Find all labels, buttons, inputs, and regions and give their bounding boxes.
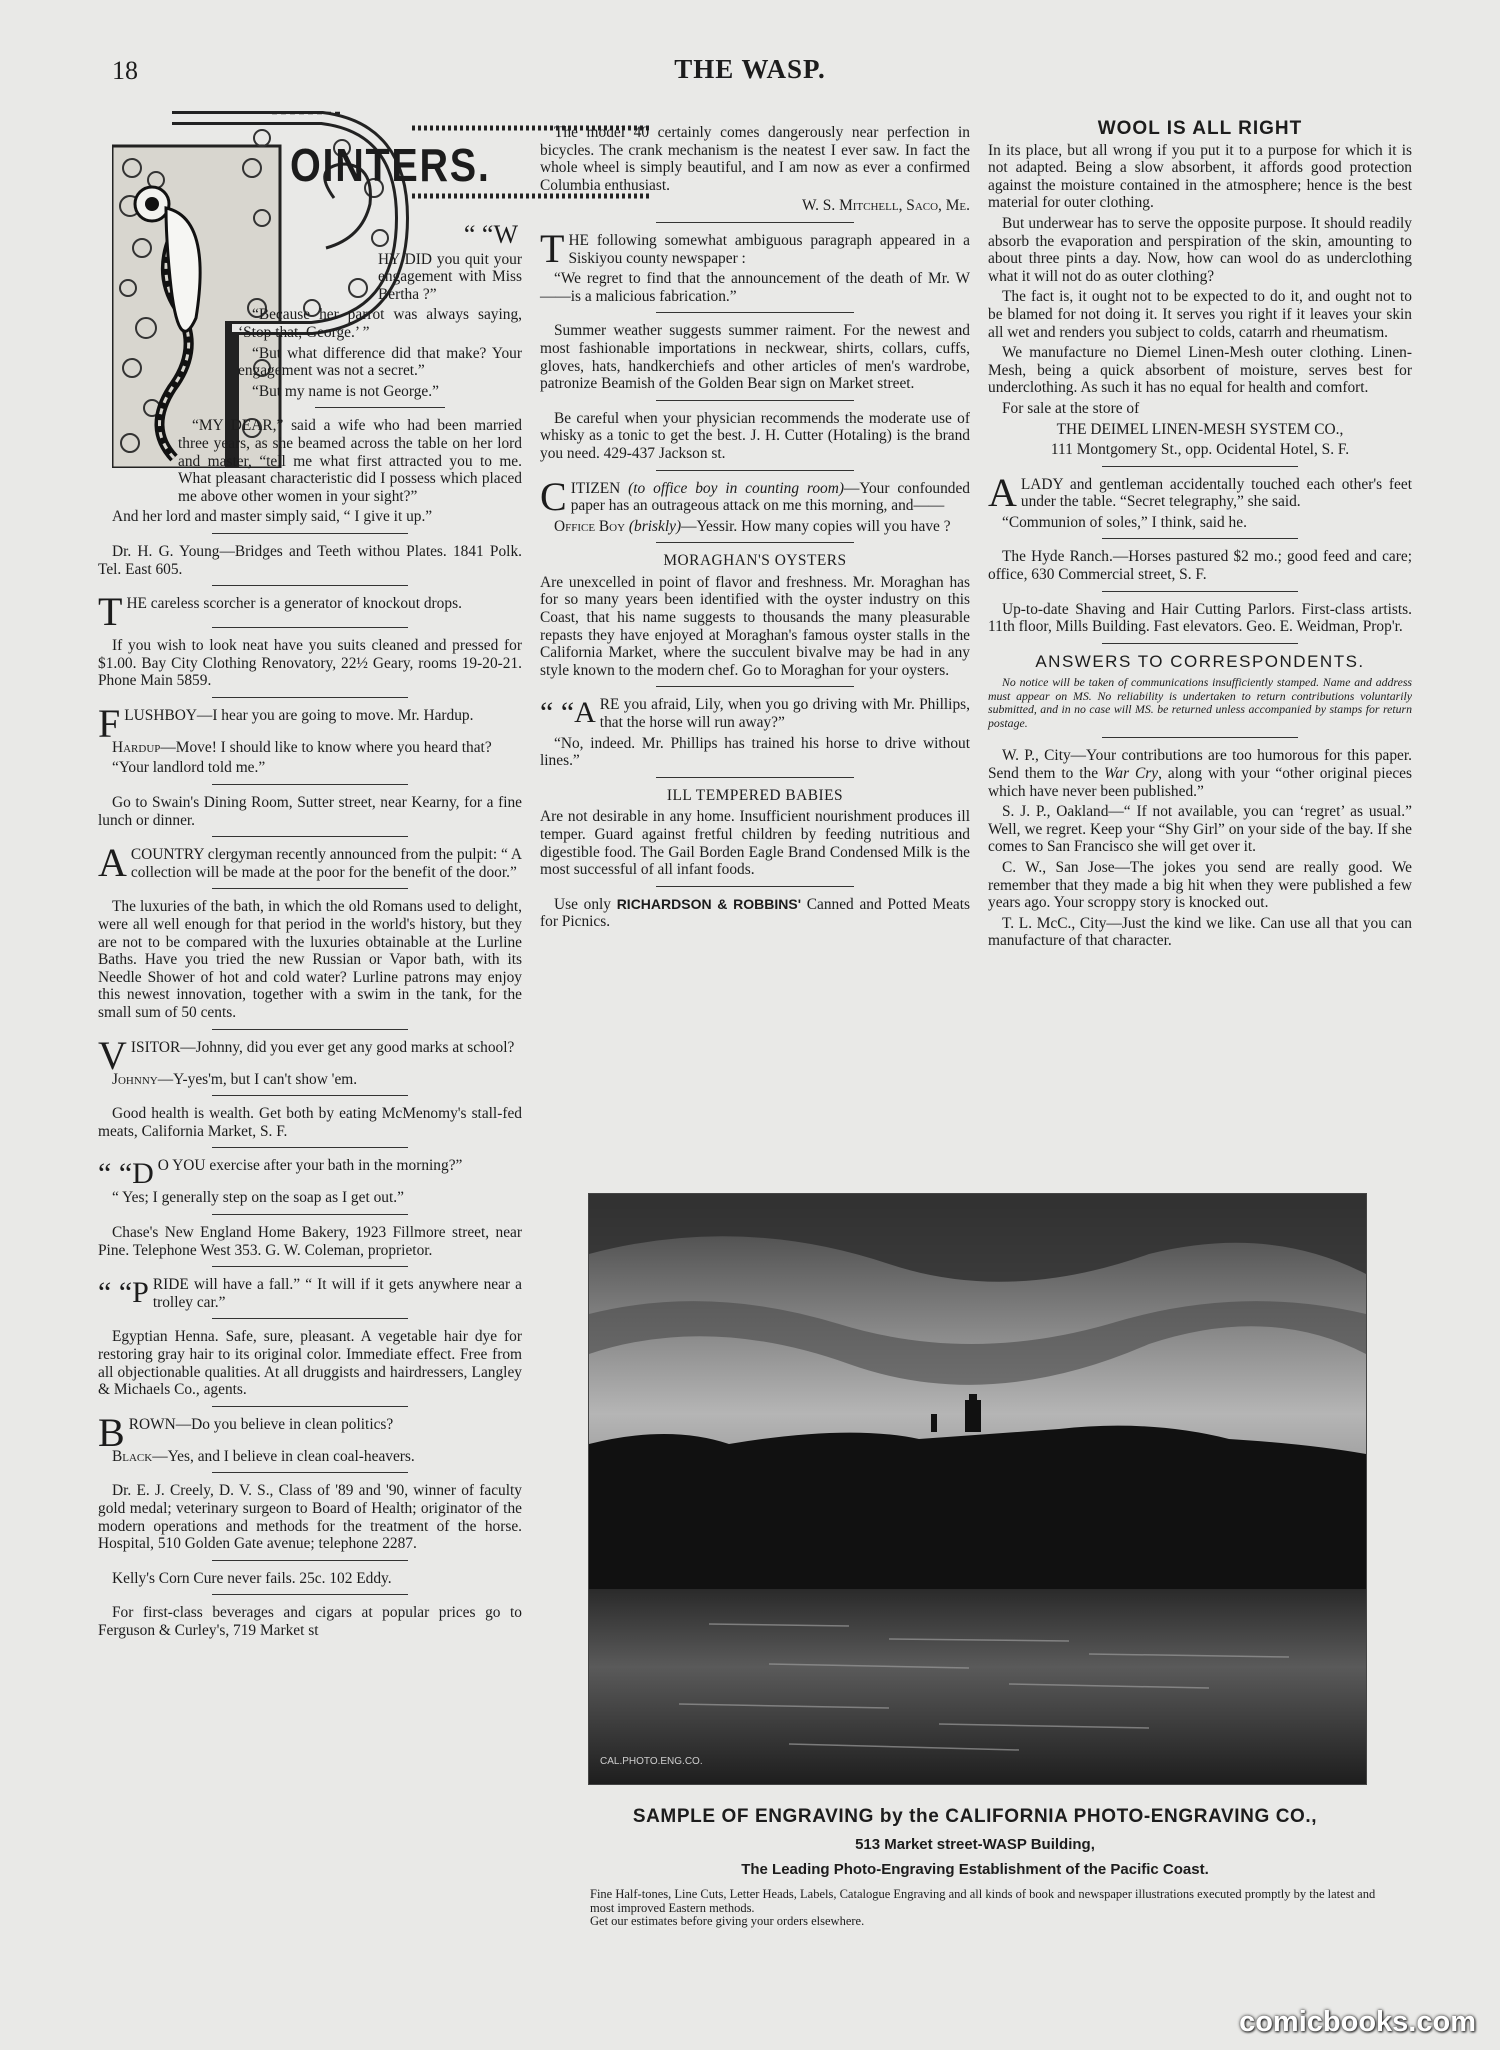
- model-40-testimonial: The model 40 certainly comes dangerously near perfection in bicycles. The crank mechanism is the neatest I ever saw. In fact the whole wheel is simply beautiful, and I am now as ever a confirmed Columbia enthusiast.: [540, 124, 970, 194]
- parrot-joke-line-3: “But what difference did that make? Your engagement was not a secret.”: [238, 344, 522, 380]
- siskiyou-quote: “We regret to find that the announcement of the death of Mr. W——is a malicious fabrication.”: [540, 270, 970, 305]
- engraving-caption-details: [590, 1888, 1390, 1929]
- hardup-line: Hardup—Move! I should like to know where you heard that?: [112, 738, 492, 756]
- divider: [212, 1472, 407, 1473]
- divider: [1102, 591, 1297, 592]
- ad-egyptian-henna: Egyptian Henna. Safe, sure, pleasant. A vegetable hair dye for restoring gray hair to its original color. Immediate effect. Free from all objectionable qualities. At all druggists and hairdressers, Langley & Michaels Co., agents.: [98, 1328, 522, 1399]
- divider: [656, 312, 854, 313]
- lily-joke: “ “A RE you afraid, Lily, when you go driving with Mr. Phillips, that the horse will run away?”: [540, 696, 970, 732]
- pride-joke: “ “P RIDE will have a fall.” “ It will if it gets anywhere near a trolley car.”: [98, 1276, 522, 1311]
- page-number: 18: [112, 56, 138, 85]
- drop-initial: T: [540, 225, 565, 271]
- divider: [1102, 538, 1297, 539]
- divider: [656, 886, 854, 887]
- ad-hyde-ranch: The Hyde Ranch.—Horses pastured $2 mo.; good feed and care; office, 630 Commercial street, S. F.: [988, 548, 1412, 584]
- ad-gail-borden: Are not desirable in any home. Insufficient nourishment produces ill temper. Guard against fretful children by feeding nutritious and digestible food. The Gail Borden Eagle Brand Condensed Milk is the most successful of all infant foods.: [540, 808, 970, 879]
- answer-cw: C. W., San Jose—The jokes you send are really good. We remember that they made a big hit when they were published a few years ago. Your scroppy story is knocked out.: [988, 859, 1412, 912]
- parrot-joke-line-2: “Because her parrot was always saying, ‘Stop that, George.’ ”: [238, 306, 522, 341]
- answers-heading: ANSWERS TO CORRESPONDENTS.: [1035, 651, 1365, 671]
- parrot-joke: [378, 251, 522, 304]
- divider: [212, 836, 407, 837]
- divider: [315, 407, 446, 408]
- engraving-caption-main: SAMPLE OF ENGRAVING by the CALIFORNIA PHOTO-ENGRAVING CO.,: [632, 1806, 1318, 1827]
- divider: [1102, 737, 1297, 738]
- answer-tl: T. L. McC., City—Just the kind we like. Can use all that you can manufacture of that character.: [988, 914, 1412, 950]
- answer-wp: W. P., City—Your contributions are too humorous for this paper. Send them to the War Cry, along with your “other original pieces which have never been published.”: [988, 747, 1412, 800]
- citizen-joke: CITIZEN (to office boy in counting room)—Your confounded paper has an outrageous attack on me this morning, and——: [540, 473, 971, 519]
- flushboy-joke: FLUSHBOY—I hear you are going to move. Mr. Hardup.: [98, 700, 474, 746]
- visitor-joke: VISITOR—Johnny, did you ever get any good marks at school?: [98, 1032, 515, 1078]
- deimel-company: THE DEIMEL LINEN-MESH SYSTEM CO.,: [1056, 420, 1344, 438]
- divider: [656, 222, 854, 223]
- divider: [656, 686, 854, 687]
- clergyman-joke: A COUNTRY clergyman recently announced from the pulpit: “ A collection will be made at the poor for the benefit of the door.”: [98, 840, 522, 886]
- drop-initial: “ “P: [98, 1276, 149, 1310]
- ad-lurline-baths: The luxuries of the bath, in which the old Romans used to delight, were all well enough for that period in the world's history, but they are not to be compared with the luxuries obtainable at the Lurline Baths. Have you tried the new Russian or Vapor bath, with its Needle Shower of hot and cold water? Lurline patrons may enjoy this newest innovation, together with a swim in the tank, for the small sum of 50 cents.: [98, 898, 522, 1021]
- drop-initial: V: [98, 1032, 127, 1078]
- divider: [212, 784, 407, 785]
- black-line: Black—Yes, and I believe in clean coal-heavers.: [112, 1447, 415, 1465]
- parrot-joke-line-4: “But my name is not George.”: [252, 382, 439, 400]
- answer-sjp: S. J. P., Oakland—“ If not available, you can ‘regret’ as usual.” Well, we regret. Keep your “Shy Girl” on your side of the bay. If she comes to San Francisco she will get over it.: [988, 803, 1412, 856]
- divider: [656, 400, 854, 401]
- drop-initial: B: [98, 1409, 125, 1455]
- ad-dr-creely: Dr. E. J. Creely, D. V. S., Class of '89 and '90, winner of faculty gold medal; veterinary surgeon to Board of Health; originator of the modern operations and methods for the treatment of the horse. Hospital, 510 Golden Gate avenue; telephone 2287.: [98, 1482, 522, 1553]
- drop-initial: “ “W: [463, 220, 518, 249]
- divider: [212, 585, 407, 586]
- ad-beamish: Summer weather suggests summer raiment. For the newest and most fashionable importations in neckwear, shirts, collars, cuffs, gloves, hats, handkerchiefs and other articles of men's wardrobe, patronize Beamish of the Golden Bear sign on Market street.: [540, 322, 970, 393]
- wool-para-1: In its place, but all wrong if you put it to a purpose for which it is not adapted. Being a slow absorbent, it affords good protection against the moisture contained in the atmosphere; hence is the best material for outer clothing.: [988, 141, 1412, 212]
- engraving-caption-address: 513 Market street-WASP Building,: [855, 1836, 1095, 1853]
- pointers-wrapped-text: [378, 220, 522, 249]
- masthead-title: THE WASP.: [674, 54, 826, 84]
- drop-initial: T: [98, 589, 123, 635]
- wool-heading: WOOL IS ALL RIGHT: [1097, 118, 1303, 139]
- ad-kellys-corn-cure: Kelly's Corn Cure never fails. 25c. 102 Eddy.: [112, 1569, 392, 1587]
- divider: [212, 1594, 407, 1595]
- babies-heading: ILL TEMPERED BABIES: [666, 786, 844, 804]
- divider: [212, 1214, 407, 1215]
- divider: [212, 1266, 407, 1267]
- divider: [656, 470, 854, 471]
- column-1: [98, 220, 522, 1642]
- engraving-caption-tagline: The Leading Photo-Engraving Establishment of the Pacific Coast.: [741, 1861, 1209, 1878]
- wool-para-5: For sale at the store of: [1002, 399, 1140, 417]
- divider: [1102, 643, 1297, 644]
- pointers-title: OINTERS.: [290, 139, 491, 191]
- divider: [212, 1560, 407, 1561]
- site-watermark: comicbooks.com: [1239, 2006, 1476, 2038]
- divider: [212, 1406, 407, 1407]
- drop-initial: “ “A: [540, 696, 596, 730]
- divider: [212, 888, 407, 889]
- soap-line: “ Yes; I generally step on the soap as I get out.”: [112, 1189, 404, 1207]
- ad-moraghan-oysters: Are unexcelled in point of flavor and freshness. Mr. Moraghan has for so many years been identified with the oyster industry on this Coast, that his name suggests to thousands the many pleasurable repasts they have enjoyed at Moraghan's famous oyster stalls in the California Market, where the succulent bivalve may be had in any style known to the modern chef. Go to Moraghan for your oysters.: [540, 573, 970, 679]
- ad-dr-young: Dr. H. G. Young—Bridges and Teeth withou Plates. 1841 Polk. Tel. East 605.: [98, 542, 522, 578]
- ad-mcmenomy: Good health is wealth. Get both by eating McMenomy's stall-fed meats, California Market, S. F.: [98, 1105, 522, 1140]
- scorcher-joke: THE careless scorcher is a generator of knockout drops.: [98, 589, 462, 635]
- engraving-estimates: Get our estimates before giving your orders elsewhere.: [590, 1914, 865, 1928]
- exercise-joke: “ “D O YOU exercise after your bath in the morning?”: [98, 1157, 463, 1191]
- drop-initial: A: [98, 840, 127, 886]
- engraving-sample-photo: [588, 1193, 1367, 1785]
- column-2: [540, 124, 970, 934]
- wool-para-4: We manufacture no Diemel Linen-Mesh outer clothing. Linen-Mesh, being a quick absorbent of moisture, serves best for underclothing. As such it has no equal for health and comfort.: [988, 344, 1412, 397]
- divider: [212, 627, 407, 628]
- landlord-line: “Your landlord told me.”: [112, 759, 266, 777]
- divider: [212, 1095, 407, 1096]
- ad-weidman-shaving: Up-to-date Shaving and Hair Cutting Parlors. First-class artists. 11th floor, Mills Building. Fast elevators. Geo. E. Weidman, Prop'r.: [988, 600, 1412, 636]
- divider: [212, 533, 407, 534]
- ad-richardson-robbins: Use only RICHARDSON & ROBBINS' Canned and Potted Meats for Picnics.: [540, 895, 970, 931]
- deimel-address: 111 Montgomery St., opp. Ocidental Hotel, S. F.: [1050, 441, 1350, 459]
- ad-chase-bakery: Chase's New England Home Bakery, 1923 Fillmore street, near Pine. Telephone West 353. G. W. Coleman, proprietor.: [98, 1223, 522, 1259]
- lily-answer: “No, indeed. Mr. Phillips has trained his horse to drive without lines.”: [540, 734, 970, 770]
- office-boy-line: Office Boy (briskly)—Yessir. How many copies will you have ?: [554, 517, 951, 535]
- wool-para-3: The fact is, it ought not to be expected to do it, and ought not to be blamed for not doing it. It serves you right if it leaves your skin all wet and renders you subject to colds, catarrh and rheumatism.: [988, 288, 1412, 341]
- brown-joke: BROWN—Do you believe in clean politics?: [98, 1409, 394, 1455]
- wool-para-2: But underwear has to serve the opposite purpose. It should readily absorb the evaporation and perspiration of the skin, amounting to about three pints a day. Now, how can wool do as underclothing what it will not do as outer clothing?: [988, 214, 1412, 285]
- ad-swains: Go to Swain's Dining Room, Sutter street, near Kearny, for a fine lunch or dinner.: [98, 794, 522, 829]
- lady-joke-punchline: “Communion of soles,” I think, said he.: [1002, 513, 1247, 531]
- photo-credit: CAL.PHOTO.ENG.CO.: [600, 1756, 703, 1767]
- ad-ferguson-curley: For first-class beverages and cigars at popular prices go to Ferguson & Curley's, 719 Market st: [98, 1604, 522, 1639]
- drop-initial: A: [988, 469, 1017, 515]
- drop-initial: “ “D: [98, 1157, 154, 1191]
- siskiyou-paragraph: THE following somewhat ambiguous paragraph appeared in a Siskiyou county newspaper :: [540, 225, 970, 271]
- divider: [656, 542, 854, 543]
- answers-notice: No notice will be taken of communications insufficiently stamped. Name and address must appear on MS. No reliability is undertaken to return contributions voluntarily submitted, and in no case will MS. be returned unless accompanied by stamps for return postage.: [988, 675, 1412, 730]
- lady-joke: A LADY and gentleman accidentally touched each other's feet under the table. “Secret telegraphy,” she said.: [988, 469, 1412, 515]
- column-3: [988, 120, 1412, 953]
- divider: [212, 1029, 407, 1030]
- moraghan-heading: MORAGHAN'S OYSTERS: [663, 552, 847, 570]
- ad-cutter-whisky: Be careful when your physician recommends the moderate use of whisky as a tonic to get the best. J. H. Cutter (Hotaling) is the brand you need. 429-437 Jackson st.: [540, 409, 970, 462]
- engraving-services: Fine Half-tones, Line Cuts, Letter Heads, Labels, Catalogue Engraving and all kinds of book and newspaper illustrations executed promptly by the latest and most improved Eastern methods.: [590, 1887, 1376, 1915]
- drop-initial: C: [540, 473, 567, 519]
- divider: [212, 697, 407, 698]
- dear-joke: “MY DEAR,” said a wife who had been married three years, as she beamed across the table on her lord and master, “tell me what first attracted you to me. What pleasant characteristic did I possess which placed me above other women in your sight?”: [178, 417, 522, 505]
- ad-bay-city-clothing: If you wish to look neat have you suits cleaned and pressed for $1.00. Bay City Clothing Renovatory, 22½ Geary, rooms 19-20-21. Phone Main 5859.: [98, 637, 522, 690]
- drop-initial: F: [98, 700, 121, 746]
- divider: [212, 1147, 407, 1148]
- divider: [212, 1318, 407, 1319]
- testimonial-signature: W. S. Mitchell, Saco, Me.: [802, 197, 970, 215]
- divider: [656, 777, 854, 778]
- parrot-joke-line-1: HY DID you quit your engagement with Miss Bertha ?”: [378, 250, 522, 303]
- dear-joke-punchline: And her lord and master simply said, “ I give it up.”: [112, 508, 433, 526]
- divider: [1102, 466, 1297, 467]
- johnny-line: Johnny—Y-yes'm, but I can't show 'em.: [112, 1070, 358, 1088]
- parrot-joke-cont: [178, 306, 522, 505]
